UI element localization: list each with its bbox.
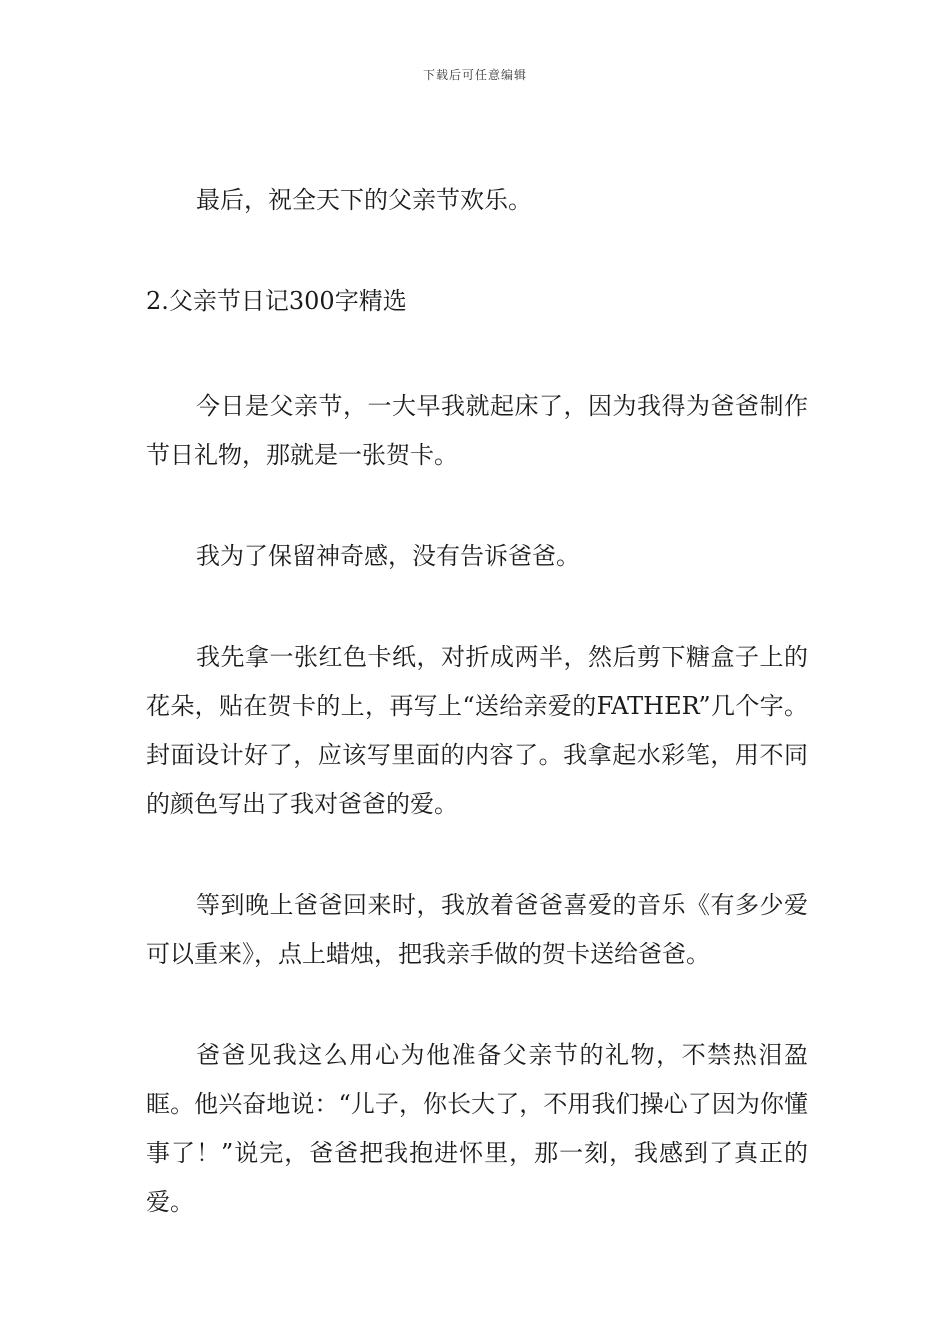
paragraph-4: 等到晚上爸爸回来时，我放着爸爸喜爱的音乐《有多少爱可以重来》，点上蜡烛，把我亲手做的贺卡送给爸爸。	[146, 891, 808, 968]
page-header: 下载后可任意编辑	[422, 68, 527, 82]
paragraph-3: 我先拿一张红色卡纸，对折成两半，然后剪下糖盒子上的花朵，贴在贺卡的上，再写上“送给亲爱的FATHER”几个字。封面设计好了，应该写里面的内容了。我拿起水彩笔，用不同的颜色写出了我对爸爸的爱。	[146, 643, 808, 818]
paragraph-1: 今日是父亲节，一大早我就起床了，因为我得为爸爸制作节日礼物，那就是一张贺卡。	[146, 392, 808, 469]
closing-paragraph: 最后，祝全天下的父亲节欢乐。	[196, 186, 532, 214]
section-heading: 2.父亲节日记300字精选	[146, 287, 407, 315]
document-body	[146, 176, 808, 1279]
paragraph-2: 我为了保留神奇感，没有告诉爸爸。	[196, 542, 580, 570]
paragraph-5: 爸爸见我这么用心为他准备父亲节的礼物，不禁热泪盈眶。他兴奋地说：“儿子，你长大了，不用我们操心了因为你懂事了！”说完，爸爸把我抱进怀里，那一刻，我感到了真正的爱。	[146, 1041, 808, 1216]
